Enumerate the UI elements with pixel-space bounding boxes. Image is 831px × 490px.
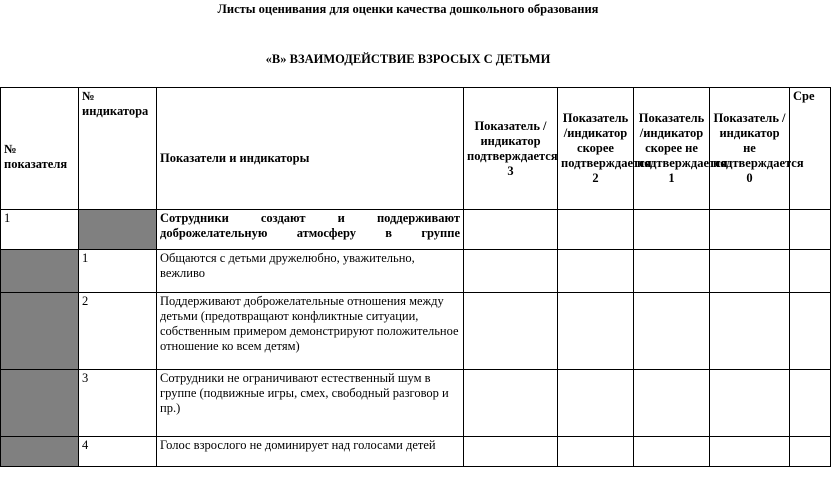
row-number: 3: [79, 370, 157, 437]
score-cell: [464, 250, 558, 293]
score-cell: [634, 437, 710, 467]
header-average: Сре: [790, 88, 831, 210]
header-score-0: Показатель /индикатор не подтверждается 0: [710, 88, 790, 210]
shaded-cell: [1, 293, 79, 370]
score-cell: [790, 250, 831, 293]
score-cell: [464, 437, 558, 467]
score-cell: [634, 250, 710, 293]
score-cell: [634, 210, 710, 250]
score-cell: [464, 210, 558, 250]
shaded-cell: [79, 210, 157, 250]
score-cell: [790, 437, 831, 467]
score-cell: [710, 210, 790, 250]
row-number: 2: [79, 293, 157, 370]
shaded-cell: [1, 370, 79, 437]
document-title: Листы оценивания для оценки качества дошкольного образования: [217, 2, 599, 16]
score-cell: [634, 293, 710, 370]
score-cell: [558, 437, 634, 467]
row-number: 4: [79, 437, 157, 467]
row-text: Сотрудники не ограничивают естественный шум в группе (подвижные игры, смех, свободный разговор и пр.): [157, 370, 464, 437]
header-indicators: Показатели и индикаторы: [157, 88, 464, 210]
header-score-1: Показатель /индикатор скорее не подтверждается 1: [634, 88, 710, 210]
header-indicator-number: № показателя: [1, 88, 79, 210]
table-row: [1, 210, 831, 250]
row-number: 1: [79, 250, 157, 293]
row-text: Поддерживают доброжелательные отношения между детьми (предотвращают конфликтные ситуации, собственным примером демонстрируют положительное отношение ко всем детям): [157, 293, 464, 370]
shaded-cell: [1, 250, 79, 293]
row-text: Общаются с детьми дружелюбно, уважительно, вежливо: [157, 250, 464, 293]
table-row: [1, 437, 831, 467]
shaded-cell: [1, 437, 79, 467]
header-row: [1, 88, 831, 210]
score-cell: [790, 293, 831, 370]
score-cell: [558, 250, 634, 293]
section-title: «В» ВЗАИМОДЕЙСТВИЕ ВЗРОСЫХ С ДЕТЬМИ: [265, 52, 551, 66]
table-row: [1, 250, 831, 293]
score-cell: [710, 293, 790, 370]
row-text: Сотрудники создают и поддерживают доброжелательную атмосферу в группе: [157, 210, 464, 250]
score-cell: [558, 370, 634, 437]
score-cell: [710, 370, 790, 437]
header-score-3: Показатель /индикатор подтверждается 3: [464, 88, 558, 210]
score-cell: [790, 210, 831, 250]
score-cell: [464, 370, 558, 437]
score-cell: [558, 293, 634, 370]
row-number: 1: [1, 210, 79, 250]
score-cell: [634, 370, 710, 437]
evaluation-table: [0, 87, 831, 467]
score-cell: [790, 370, 831, 437]
score-cell: [710, 437, 790, 467]
score-cell: [464, 293, 558, 370]
header-score-2: Показатель /индикатор скорее подтверждается 2: [558, 88, 634, 210]
header-sub-indicator-number: № индикатора: [79, 88, 157, 210]
table-row: [1, 370, 831, 437]
score-cell: [710, 250, 790, 293]
row-text: Голос взрослого не доминирует над голосами детей: [157, 437, 464, 467]
table-row: [1, 293, 831, 370]
score-cell: [558, 210, 634, 250]
